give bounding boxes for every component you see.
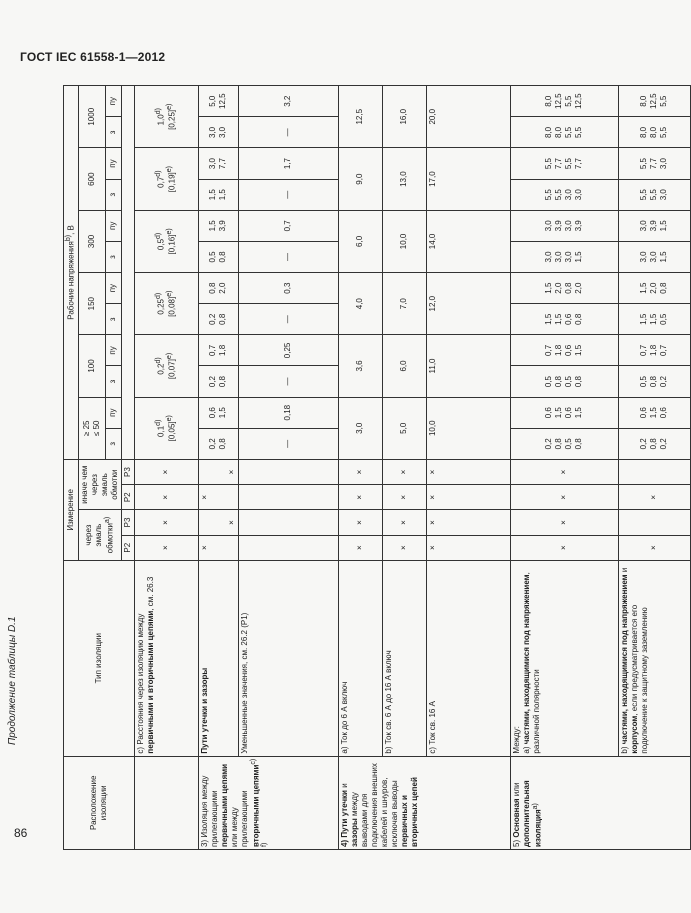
value-cell: 12,0: [426, 273, 510, 335]
value-cell: 0,2 0,8: [198, 304, 238, 335]
sub-pu: пу: [106, 335, 122, 366]
value-cell: 0,7 1,8: [198, 335, 238, 366]
header-row-1: [64, 86, 79, 850]
sub-p2: P2: [121, 485, 134, 510]
value-cell: 9,0: [338, 148, 382, 210]
value-cell: 8,0 8,0 5,5 5,5: [510, 117, 618, 148]
mark-cell: ×: [198, 459, 238, 484]
type-cell: с) Расстояния через изоляцию между первичными и вторичными цепями, см. 26.3: [134, 560, 198, 756]
row-5a: [510, 86, 618, 850]
value-cell: 3,0 3,9 1,5: [618, 210, 690, 241]
value-cell: 0,7: [238, 210, 338, 241]
mark-cell: ×: [382, 510, 426, 535]
sub-pu: пу: [106, 148, 122, 179]
row-5b: [618, 86, 690, 850]
value-cell: 5,5 7,7 5,5 7,7: [510, 148, 618, 179]
value-cell: 0,3: [238, 273, 338, 304]
value-cell: 0,5 0,8 0,2: [618, 366, 690, 397]
value-cell: 8,0 12,5 5,5 12,5: [510, 86, 618, 117]
mark-cell: ×: [134, 535, 198, 560]
mark-cell: ×: [426, 510, 510, 535]
location-cell: 4) Пути утечки и зазоры между выводами для подключения внешних кабелей и шнуров, исключая выводы первичных и вторичных цепей: [338, 756, 510, 849]
value-cell: 3,0 3,9 3,0 3,9: [510, 210, 618, 241]
mark-cell: [618, 510, 690, 535]
col-working-voltage: Рабочие напряжения$^{b)}$, В: [64, 86, 79, 460]
col-v1000: 1000: [78, 86, 105, 148]
sub-p3: P3: [121, 459, 134, 484]
value-cell: 5,0: [382, 397, 426, 459]
mark-cell: ×: [198, 510, 238, 535]
sub-pu: пу: [106, 86, 122, 117]
value-cell: 8,0 12,5 5,5: [618, 86, 690, 117]
value-cell: —: [238, 428, 338, 459]
location-cell: 3) Изоляция между прилегающими первичными цепями или между прилегающими вторичными цепями$^{c) f)}$: [198, 756, 338, 849]
mark-cell: ×: [134, 459, 198, 484]
value-cell: 0,6 1,5: [198, 397, 238, 428]
value-cell: 3,0 3,0: [198, 117, 238, 148]
value-cell: 0,2 0,8: [198, 366, 238, 397]
value-cell: 3,0 7,7: [198, 148, 238, 179]
value-cell: 20,0: [426, 86, 510, 148]
sub-p3: P3: [121, 510, 134, 535]
col-v300: 300: [78, 210, 105, 272]
value-cell: 0,7 1,8 0,7: [618, 335, 690, 366]
mark-cell: ×: [426, 485, 510, 510]
value-cell: 12,5: [338, 86, 382, 148]
value-cell: 0,6 1,5 0,6: [618, 397, 690, 428]
row-4a: [338, 86, 382, 850]
mark-cell: ×: [198, 535, 238, 560]
col-other-than-enamel: иначе чем через эмаль обмотки: [78, 459, 121, 509]
col-v150: 150: [78, 273, 105, 335]
value-cell: 0,1$^{d)}$ $[0,05]^{e)}$: [134, 397, 198, 459]
col-type: Тип изоляции: [64, 560, 135, 756]
mark-cell: ×: [382, 459, 426, 484]
value-cell: 0,6 1,5 0,6 1,5: [510, 397, 618, 428]
type-cell: Уменьшенные значения, см. 26.2 (P1): [238, 560, 338, 756]
col-v600: 600: [78, 148, 105, 210]
mark-cell: [238, 510, 338, 535]
sub-z: з: [106, 366, 122, 397]
value-cell: 0,8 2,0: [198, 273, 238, 304]
value-cell: 0,25$^{d)}$ $[0,08]^{e)}$: [134, 273, 198, 335]
value-cell: 3,0 3,0 3,0 1,5: [510, 241, 618, 272]
sub-z: з: [106, 179, 122, 210]
col-location: Расположение изоляции: [64, 756, 135, 849]
type-cell: с) Ток св. 16 А: [426, 560, 510, 756]
value-cell: —: [238, 179, 338, 210]
value-cell: 0,7 1,8 0,6 1,5: [510, 335, 618, 366]
mark-cell: ×: [510, 510, 618, 535]
value-cell: 0,5 0,8 0,5 0,8: [510, 366, 618, 397]
col-v100: 100: [78, 335, 105, 397]
value-cell: 7,0: [382, 273, 426, 335]
value-cell: 5,5 7,7 3,0: [618, 148, 690, 179]
value-cell: 0,18: [238, 397, 338, 428]
value-cell: 0,25: [238, 335, 338, 366]
value-cell: 5,0 12,5: [198, 86, 238, 117]
value-cell: 0,2 0,8 0,2: [618, 428, 690, 459]
insulation-table: [63, 85, 691, 850]
mark-cell: ×: [134, 485, 198, 510]
mark-cell: ×: [510, 485, 618, 510]
row-4b: [382, 86, 426, 850]
value-cell: —: [238, 241, 338, 272]
sub-z: з: [106, 241, 122, 272]
value-cell: 3,0: [338, 397, 382, 459]
mark-cell: ×: [426, 535, 510, 560]
mark-cell: [238, 459, 338, 484]
value-cell: 14,0: [426, 210, 510, 272]
value-cell: 0,2 0,8: [198, 428, 238, 459]
mark-cell: ×: [618, 485, 690, 510]
mark-cell: ×: [338, 459, 382, 484]
row-c: [134, 86, 198, 850]
type-cell: Пути утечки и зазоры: [198, 560, 238, 756]
value-cell: 1,5 1,5 0,6 0,8: [510, 304, 618, 335]
mark-cell: ×: [382, 485, 426, 510]
mark-cell: [238, 535, 338, 560]
sub-p2: P2: [121, 535, 134, 560]
value-cell: 3,6: [338, 335, 382, 397]
type-cell: b) Ток св. 6 А до 16 А включ: [382, 560, 426, 756]
col-v25-50: ≥ 25 ≤ 50: [78, 397, 105, 459]
sub-z: з: [106, 117, 122, 148]
value-cell: 16,0: [382, 86, 426, 148]
row-3-main: [198, 86, 238, 850]
location-cell: 5) Основная или дополнительная изоляция$^{a)}$: [510, 756, 690, 849]
type-cell: Между: а) частями, находящимися под напряжением, различной полярности: [510, 560, 618, 756]
sub-pu: пу: [106, 273, 122, 304]
mark-cell: ×: [382, 535, 426, 560]
col-measurement: Измерение: [64, 459, 79, 560]
mark-cell: ×: [338, 510, 382, 535]
standard-header: ГОСТ IEC 61558-1—2012: [20, 50, 166, 64]
location-cell: [134, 756, 198, 849]
sub-pu: пу: [106, 397, 122, 428]
continuation-caption: Продолжение таблицы D.1: [7, 616, 18, 745]
mark-cell: ×: [338, 535, 382, 560]
sub-z: з: [106, 304, 122, 335]
sub-pu: пу: [106, 210, 122, 241]
value-cell: 1,5 1,5: [198, 179, 238, 210]
value-cell: 3,0 3,0 1,5: [618, 241, 690, 272]
value-cell: 0,7$^{d)}$ $[0,19]^{e)}$: [134, 148, 198, 210]
mark-cell: ×: [134, 510, 198, 535]
value-cell: 17,0: [426, 148, 510, 210]
value-cell: 10,0: [382, 210, 426, 272]
mark-cell: ×: [618, 535, 690, 560]
header-spacer: [121, 86, 134, 460]
value-cell: 0,2$^{d)}$ $[0,07]^{e)}$: [134, 335, 198, 397]
mark-cell: ×: [510, 459, 618, 484]
value-cell: 3,2: [238, 86, 338, 117]
value-cell: 8,0 8,0 5,5: [618, 117, 690, 148]
table-rotated-wrapper: [63, 85, 669, 850]
type-cell: b) частями, находящимися под напряжением и корпусом, если предусматривается его подключение к защитному заземлению: [618, 560, 690, 756]
page-number: 86: [14, 826, 28, 840]
value-cell: 1,5 1,5 0,5: [618, 304, 690, 335]
value-cell: 11,0: [426, 335, 510, 397]
value-cell: 6,0: [338, 210, 382, 272]
sub-z: з: [106, 428, 122, 459]
value-cell: —: [238, 117, 338, 148]
col-through-enamel: через эмаль обмотки$^{a)}$: [78, 510, 121, 560]
row-4c: [426, 86, 510, 850]
value-cell: 1,0$^{d)}$ $[0,25]^{e)}$: [134, 86, 198, 148]
value-cell: 4,0: [338, 273, 382, 335]
value-cell: 1,5 2,0 0,8 2,0: [510, 273, 618, 304]
value-cell: 1,5 3,9: [198, 210, 238, 241]
value-cell: 6,0: [382, 335, 426, 397]
row-3-reduced: [238, 86, 338, 850]
type-cell: а) Ток до 6 А включ: [338, 560, 382, 756]
mark-cell: [618, 459, 690, 484]
mark-cell: ×: [510, 535, 618, 560]
value-cell: 5,5 5,5 3,0 3,0: [510, 179, 618, 210]
mark-cell: ×: [198, 485, 238, 510]
value-cell: 0,5$^{d)}$ $[0,16]^{e)}$: [134, 210, 198, 272]
mark-cell: [238, 485, 338, 510]
value-cell: 10,0: [426, 397, 510, 459]
mark-cell: ×: [426, 459, 510, 484]
value-cell: 1,7: [238, 148, 338, 179]
value-cell: 13,0: [382, 148, 426, 210]
mark-cell: ×: [338, 485, 382, 510]
value-cell: 0,5 0,8: [198, 241, 238, 272]
value-cell: 1,5 2,0 0,8: [618, 273, 690, 304]
value-cell: 0,2 0,8 0,5 0,8: [510, 428, 618, 459]
value-cell: —: [238, 366, 338, 397]
value-cell: 5,5 5,5 3,0: [618, 179, 690, 210]
value-cell: —: [238, 304, 338, 335]
